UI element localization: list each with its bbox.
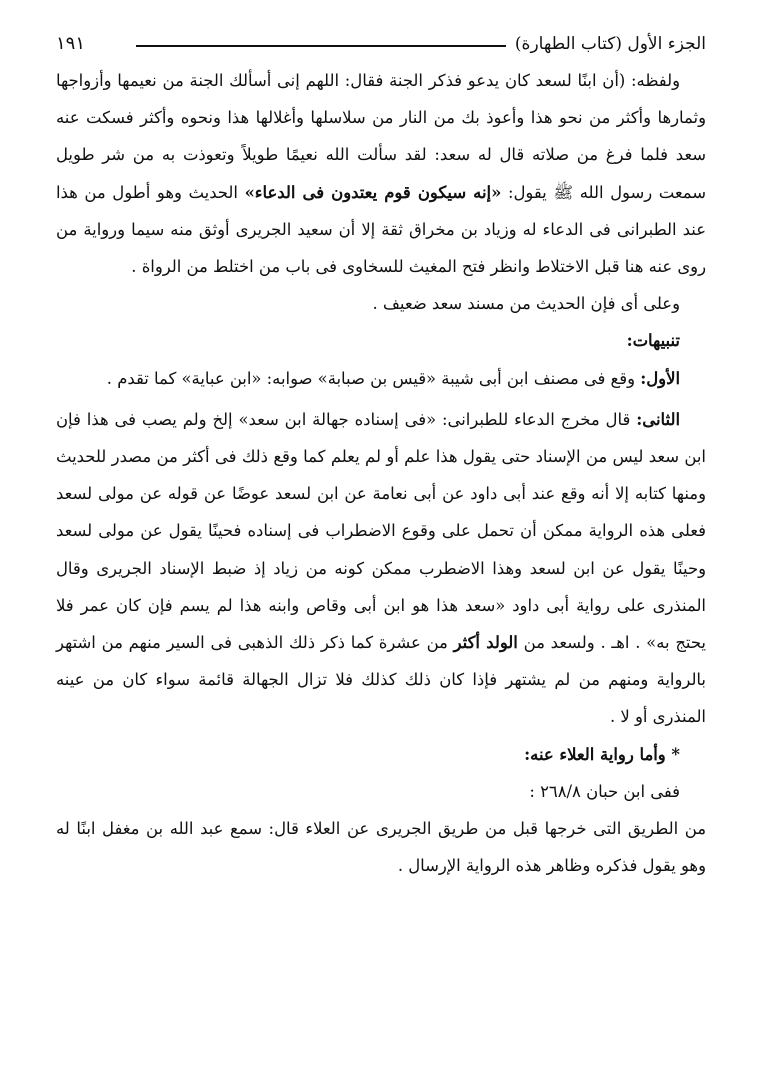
- second-note-label: الثانى:: [636, 409, 680, 429]
- paragraph-ibn-hibban: ففى ابن حبان ٢٦٨/٨ :: [529, 781, 680, 801]
- paragraph-route: من الطريق التى خرجها قبل من طريق الجريرى عن العلاء قال: سمع عبد الله بن مغفل ابنًا له وهو يقول فذكره وظاهر هذه الرواية الإرسال .: [56, 819, 706, 876]
- paragraph-quote-rest: الحديث وهو أطول من هذا عند الطبرانى فى الدعاء له وزياد بن مخراق ثقة إلا أن سعيد الجريرى أوثق منه سيما ورواية من روى عنه هنا قبل الاختلاط وانظر فتح المغيث للسخاوى فى باب من اختلط من الرواة .: [56, 182, 706, 277]
- page-number: ١٩١: [56, 33, 86, 54]
- second-note-text: قال مخرج الدعاء للطبرانى: «فى إسناده جهالة ابن سعد» إلخ ولم يصب فى هذا فإن ابن سعد ليس من الإسناد حتى يقول هذا علم أو لم يعلم كما وقع ذلك فى أكثر من مصدر للحديث ومنها كتابه إلا أنه وقع عند أبى داود عن أبى نعامة عن ابن لسعد عوضًا عن قوله عن مولى لسعد فعلى هذه الرواية ممكن أن تحمل على وقوع الاضطراب فى إسناده فحينًا يقول عن مولى لسعد وحينًا يقول عن ابن لسعد وهذا الاضطرب ممكن كونه من زياد إذ ضبط الإسناد الجريرى وقال المنذرى على رواية أبى داود «سعد هذا هو ابن أبى وقاص وابنه هذا لم يسم فإن كان عمر فلا يحتج به» . اهـ . ولسعد من: [56, 409, 706, 653]
- heading-alaa-narration: * وأما رواية العلاء عنه:: [524, 744, 680, 764]
- second-note-rest: من عشرة كما ذكر ذلك الذهبى فى السير منهم من اشتهر بالرواية ومنهم من لم يشتهر فإذا كان ذلك كذلك فلا تزال الجهالة قائمة سواء كان من عينه المنذرى أو لا .: [56, 633, 706, 727]
- page: [56, 32, 706, 884]
- page-header: [56, 32, 706, 62]
- header-rule: [136, 45, 506, 47]
- paragraph-first-note: [56, 360, 706, 397]
- paragraph-quote: [56, 62, 706, 285]
- paragraph-second-note: [56, 401, 706, 736]
- paragraph-quote-text: ولفظه: (أن ابنًا لسعد كان يدعو فذكر الجنة فقال: اللهم إنى أسألك الجنة من نعيمها وأزواجها وثمارها وأكثر من نحو هذا وأعوذ بك من النار من سلاسلها وأغلالها هذا ونحوه وأكثر فسكت عنه سعد فلما فرغ من صلاته قال له سعد: لقد سألت الله نعيمًا طويلاً وتعوذت به من شر طويل سمعت رسول الله ﷺ يقول:: [56, 71, 706, 202]
- first-note-label: الأول:: [640, 368, 680, 388]
- second-note-bold: الولد أكثر: [453, 633, 518, 653]
- running-title: الجزء الأول (كتاب الطهارة): [514, 34, 706, 54]
- hadith-bold: «إنه سيكون قوم يعتدون فى الدعاء»: [244, 182, 502, 202]
- first-note-text: وقع فى مصنف ابن أبى شيبة «قيس بن صبابة» صوابه: «ابن عباية» كما تقدم .: [106, 368, 635, 388]
- heading-notes: تنبيهات:: [626, 331, 680, 351]
- paragraph-conclusion: وعلى أى فإن الحديث من مسند سعد ضعيف .: [372, 294, 680, 314]
